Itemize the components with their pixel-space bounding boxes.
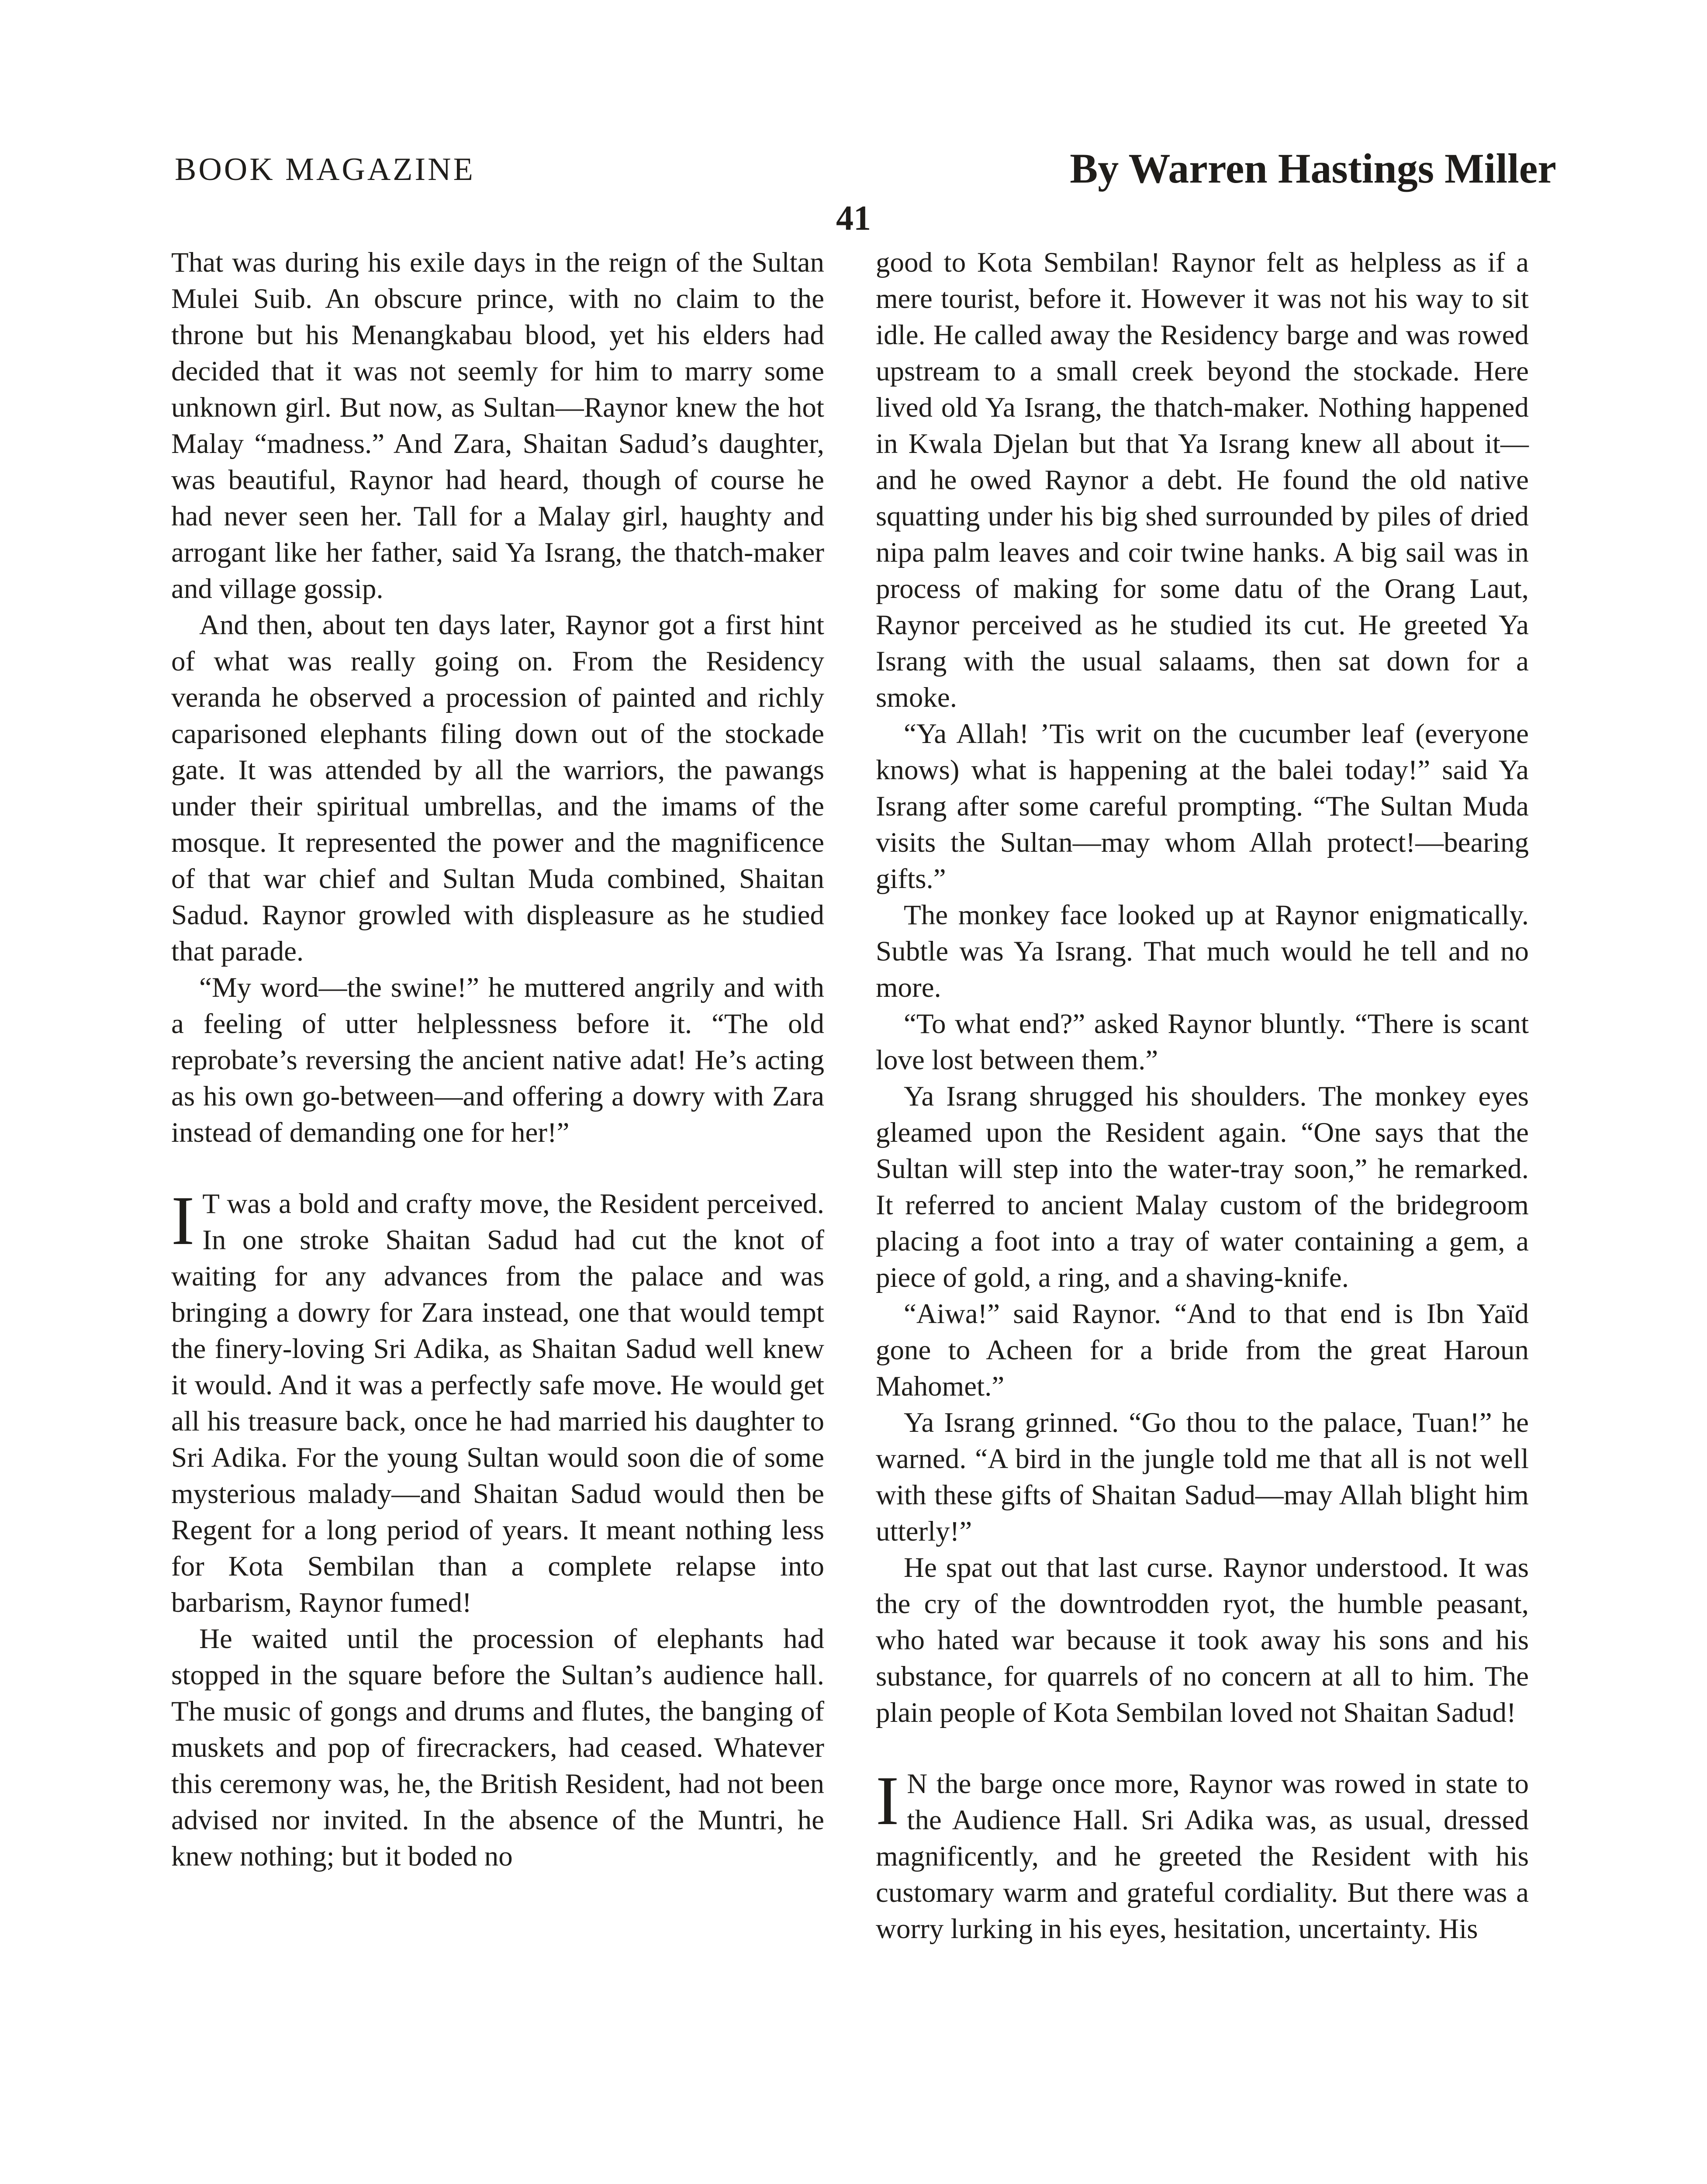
paragraph: “My word—the swine!” he muttered angrily and with a feeling of utter helplessness before it. “The old reprobate’s reversing the ancient native adat! He’s acting as his own go-between—and offering a dowry with Zara instead of demanding one for her!” — [171, 972, 824, 1148]
paragraph: And then, about ten days later, Raynor got a first hint of what was really going on. From the Residency veranda he observed a procession of painted and richly caparisoned elephants filing down out of the stockade gate. It was attended by all the warriors, the pawangs under their spiritual umbrellas, and the imams of the mosque. It represented the power and the magnificence of that war chief and Sultan Muda combined, Shaitan Sadud. Raynor growled with displeasure as he studied that parade. — [171, 609, 824, 967]
paragraph: He waited until the procession of elephants had stopped in the square before the Sultan’s audience hall. The music of gongs and drums and flutes, the banging of muskets and pop of firecrackers, had ceased. Whatever this ceremony was, he, the British Resident, had not been advised nor invited. In the absence of the Muntri, he knew nothing; but it boded no — [171, 1623, 824, 1872]
paragraph: He spat out that last curse. Raynor understood. It was the cry of the downtrodden ryot, the humble peasant, who hated war because it took away his sons and his substance, for quarrels of no concern at all to him. The plain people of Kota Sembilan loved not Shaitan Sadud! — [876, 1552, 1529, 1728]
author-byline: By Warren Hastings Miller — [1070, 145, 1556, 192]
paragraph-with-dropcap — [171, 1182, 824, 1621]
drop-cap: I — [171, 1182, 195, 1259]
paragraph: “To what end?” asked Raynor bluntly. “There is scant love lost between them.” — [876, 1008, 1529, 1076]
paragraph: “Aiwa!” said Raynor. “And to that end is Ibn Yaïd gone to Acheen for a bride from the great Haroun Mahomet.” — [876, 1298, 1529, 1402]
drop-cap: I — [876, 1762, 899, 1839]
paragraph: good to Kota Sembilan! Raynor felt as helpless as if a mere tourist, before it. However it was not his way to sit idle. He called away the Residency barge and was rowed upstream to a small creek beyond the stockade. Here lived old Ya Israng, the thatch-maker. Nothing happened in Kwala Djelan but that Ya Israng knew all about it—and he owed Raynor a debt. He found the old native squatting under his big shed surrounded by piles of dried nipa palm leaves and coir twine hanks. A big sail was in process of making for some datu of the Orang Laut, Raynor perceived as he studied its cut. He greeted Ya Israng with the usual salaams, then sat down for a smoke. — [876, 247, 1529, 713]
page-number: 41 — [836, 199, 871, 238]
paragraph: That was during his exile days in the reign of the Sultan Mulei Suib. An obscure prince, with no claim to the throne but his Menangkabau blood, yet his elders had decided that it was not seemly for him to marry some unknown girl. But now, as Sultan—Raynor knew the hot Malay “madness.” And Zara, Shaitan Sadud’s daughter, was beautiful, Raynor had heard, though of course he had never seen her. Tall for a Malay girl, haughty and arrogant like her father, said Ya Israng, the thatch-maker and village gossip. — [171, 247, 824, 605]
left-column — [171, 245, 824, 1875]
right-column — [876, 245, 1529, 1947]
paragraph-text: N the barge once more, Raynor was rowed in state to the Audience Hall. Sri Adika was, as usual, dressed magnificently, and he greeted the Resident with his customary warm and grateful cordiality. But there was a worry lurking in his eyes, hesitation, uncertainty. His — [876, 1768, 1529, 1945]
paragraph: Ya Israng shrugged his shoulders. The monkey eyes gleamed upon the Resident again. “One says that the Sultan will step into the water-tray soon,” he remarked. It referred to ancient Malay custom of the bridegroom placing a foot into a tray of water containing a gem, a piece of gold, a ring, and a shaving-knife. — [876, 1081, 1529, 1293]
paragraph: Ya Israng grinned. “Go thou to the palace, Tuan!” he warned. “A bird in the jungle told me that all is not well with these gifts of Shaitan Sadud—may Allah blight him utterly!” — [876, 1407, 1529, 1547]
paragraph-text: T was a bold and crafty move, the Resident perceived. In one stroke Shaitan Sadud had cut the knot of waiting for any advances from the palace and was bringing a dowry for Zara instead, one that would tempt the finery-loving Sri Adika, as Shaitan Sadud well knew it would. And it was a perfectly safe move. He would get all his treasure back, once he had married his daughter to Sri Adika. For the young Sultan would soon die of some mysterious malady—and Shaitan Sadud would then be Regent for a long period of years. It meant nothing less for Kota Sembilan than a complete relapse into barbarism, Raynor fumed! — [171, 1188, 824, 1618]
paragraph: “Ya Allah! ’Tis writ on the cucumber leaf (everyone knows) what is happening at the balei today!” said Ya Israng after some careful prompting. “The Sultan Muda visits the Sultan—may whom Allah protect!—bearing gifts.” — [876, 718, 1529, 895]
paragraph-with-dropcap — [876, 1762, 1529, 1947]
magazine-title: BOOK MAGAZINE — [175, 152, 475, 187]
paragraph: The monkey face looked up at Raynor enigmatically. Subtle was Ya Israng. That much would he tell and no more. — [876, 899, 1529, 1003]
